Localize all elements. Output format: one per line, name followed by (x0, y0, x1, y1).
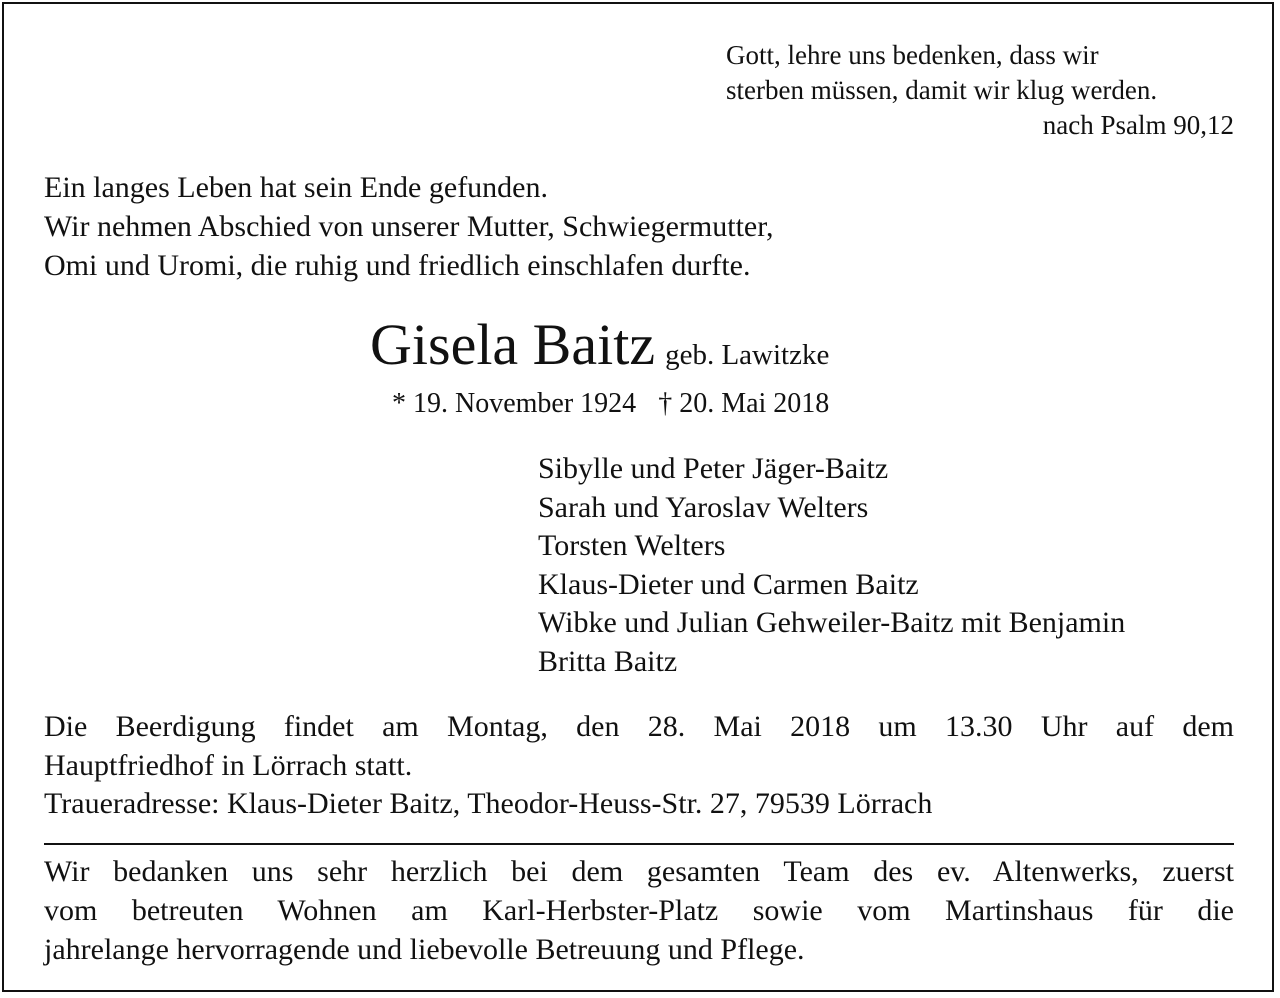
thanks-note (44, 852, 1234, 969)
thanks-line-2: vom betreuten Wohnen am Karl-Herbster-Platz sowie vom Martinshaus für die (44, 894, 1234, 927)
funeral-line-1: Die Beerdigung findet am Montag, den 28. Mai 2018 um 13.30 Uhr auf dem (44, 710, 1234, 743)
intro-line-3: Omi und Uromi, die ruhig und friedlich einschlafen durfte. (44, 249, 751, 282)
mourning-address: Traueradresse: Klaus-Dieter Baitz, Theodor-Heuss-Str. 27, 79539 Lörrach (44, 787, 933, 820)
funeral-details (44, 708, 1234, 824)
death-date: † 20. Mai 2018 (658, 388, 830, 419)
thanks-line-3: jahrelange hervorragende und liebevolle Betreuung und Pflege. (44, 933, 805, 966)
intro-line-2: Wir nehmen Abschied von unserer Mutter, Schwiegermutter, (44, 210, 774, 243)
mourner-item: Sibylle und Peter Jäger-Baitz (538, 452, 889, 485)
psalm-quote (714, 38, 1234, 143)
birth-date: * 19. November 1924 (392, 388, 637, 419)
deceased-birth-name: geb. Lawitzke (665, 339, 830, 371)
psalm-line-2: sterben müssen, damit wir klug werden. (726, 75, 1158, 105)
section-divider (44, 843, 1234, 845)
mourners-list (538, 450, 1125, 681)
thanks-line-1: Wir bedanken uns sehr herzlich bei dem gesamten Team des ev. Altenwerks, zuerst (44, 855, 1234, 888)
mourner-item: Britta Baitz (538, 644, 678, 678)
intro-line-1: Ein langes Leben hat sein Ende gefunden. (44, 171, 548, 204)
mourner-item: Klaus-Dieter und Carmen Baitz (538, 567, 919, 601)
psalm-reference: nach Psalm 90,12 (1042, 110, 1234, 140)
deceased-name: Gisela Baitz (370, 312, 656, 377)
life-dates (392, 384, 829, 424)
deceased-heading (370, 310, 829, 380)
mourner-item: Torsten Welters (538, 529, 726, 562)
funeral-line-2: Hauptfriedhof in Lörrach statt. (44, 748, 413, 782)
psalm-line-1: Gott, lehre uns bedenken, dass wir (726, 40, 1099, 70)
mourner-item: Wibke und Julian Gehweiler-Baitz mit Benjamin (538, 606, 1126, 639)
intro-text (44, 168, 774, 285)
mourner-item: Sarah und Yaroslav Welters (538, 490, 869, 524)
